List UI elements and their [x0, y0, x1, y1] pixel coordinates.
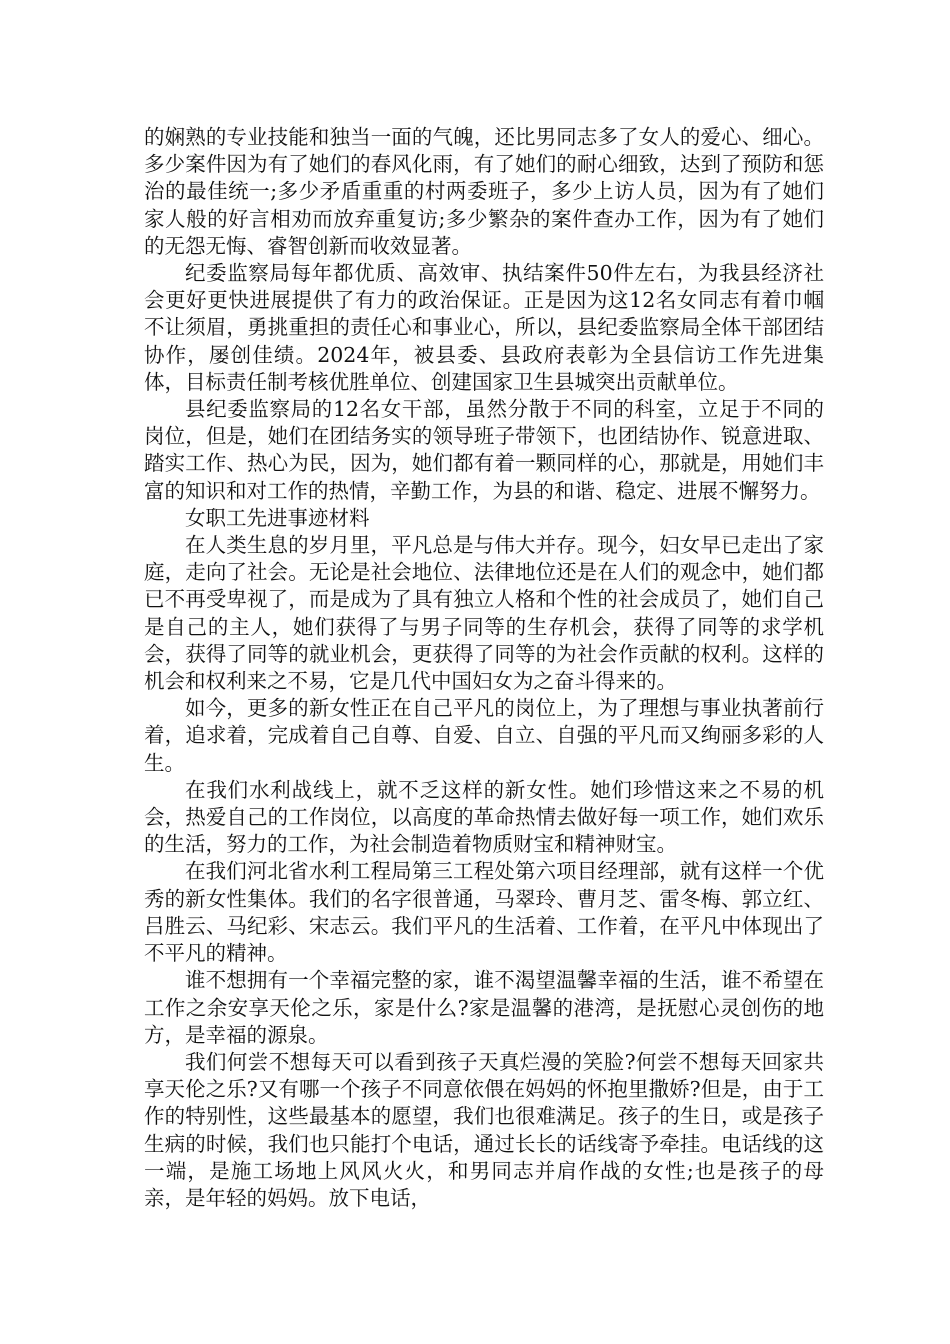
paragraph-commission-achievements: 纪委监察局每年都优质、高效审、执结案件50件左右，为我县经济社会更好更快进展提供了有力的政治保证。正是因为这12名女同志有着巾帼不让须眉，勇挑重担的责任心和事业心，所以，县纪委监察局全体干部团结协作，屡创佳绩。2024年，被县委、县政府表彰为全县信访工作先进集体，目标责任制考核优胜单位、创建国家卫生县城突出贡献单位。: [144, 261, 824, 394]
paragraph-continued: 的娴熟的专业技能和独当一面的气魄，还比男同志多了女人的爱心、细心。多少案件因为有了她们的春风化雨，有了她们的耐心细致，达到了预防和惩治的最佳统一;多少矛盾重重的村两委班子，多少上访人员，因为有了她们家人般的好言相劝而放弃重复访;多少繁杂的案件查办工作，因为有了她们的无怨无悔、睿智创新而收效显著。: [144, 125, 824, 258]
paragraph-home: 谁不想拥有一个幸福完整的家，谁不渴望温馨幸福的生活，谁不希望在工作之余安享天伦之乐，家是什么?家是温馨的港湾，是抚慰心灵创伤的地方，是幸福的源泉。: [144, 968, 824, 1047]
paragraph-team-members: 在我们河北省水利工程局第三工程处第六项目经理部，就有这样一个优秀的新女性集体。我们的名字很普通，马翠玲、曹月芝、雷冬梅、郭立红、吕胜云、马纪彩、宋志云。我们平凡的生活着、工作着，在平凡中体现出了不平凡的精神。: [144, 859, 824, 966]
section-heading: 女职工先进事迹材料: [185, 505, 370, 530]
paragraph-children: 我们何尝不想每天可以看到孩子天真烂漫的笑脸?何尝不想每天回家共享天伦之乐?又有哪一个孩子不同意依偎在妈妈的怀抱里撒娇?但是，由于工作的特别性，这些最基本的愿望，我们也很难满足。孩子的生日，或是孩子生病的时候，我们也只能打个电话，通过长长的话线寄予牵挂。电话线的这一端，是施工场地上风风火火，和男同志并肩作战的女性;也是孩子的母亲，是年轻的妈妈。放下电话，: [144, 1049, 824, 1210]
paragraph-women-society: 在人类生息的岁月里，平凡总是与伟大并存。现今，妇女早已走出了家庭，走向了社会。无论是社会地位、法律地位还是在人们的观念中，她们都已不再受卑视了，而是成为了具有独立人格和个性的社会成员了，她们自己是自己的主人，她们获得了与男子同等的生存机会，获得了同等的求学机会，获得了同等的就业机会，更获得了同等的为社会作贡献的权利。这样的机会和权利来之不易，它是几代中国妇女为之奋斗得来的。: [144, 533, 824, 694]
document-page: [144, 124, 824, 1212]
paragraph-female-cadres: 县纪委监察局的12名女干部，虽然分散于不同的科室，立足于不同的岗位，但是，她们在团结务实的领导班子带领下，也团结协作、锐意进取、踏实工作、热心为民，因为，她们都有着一颗同样的心，那就是，用她们丰富的知识和对工作的热情，辛勤工作，为县的和谐、稳定、进展不懈努力。: [144, 397, 824, 503]
paragraph-water-conservancy: 在我们水利战线上，就不乏这样的新女性。她们珍惜这来之不易的机会，热爱自己的工作岗位，以高度的革命热情去做好每一项工作，她们欢乐的生活，努力的工作，为社会制造着物质财宝和精神财宝。: [144, 777, 824, 857]
paragraph-new-women: 如今，更多的新女性正在自己平凡的岗位上，为了理想与事业执著前行着，追求着，完成着自己自尊、自爱、自立、自强的平凡而又绚丽多彩的人生。: [144, 696, 824, 775]
